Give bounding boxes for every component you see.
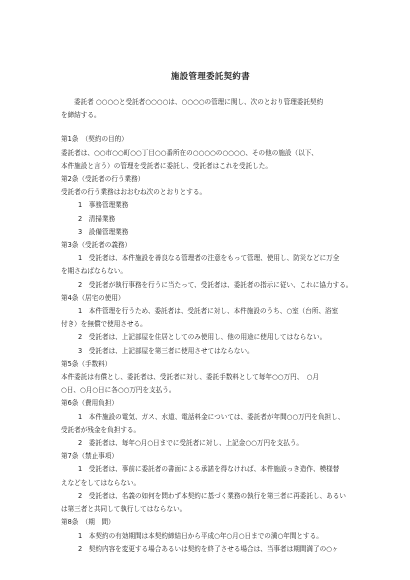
body-line: 付き）を無償で使用させる。 (61, 320, 147, 329)
body-line: 2 受託者は、名義の如何を問わず本契約に基づく業務の執行を第三者に再委託し、あるい (78, 491, 346, 500)
body-line: 2 契約内容を変更する場合あるいは契約を終了させる場合は、当事者は期間満了の○ヶ (78, 544, 339, 553)
article-heading: 第6条（費用負担） (61, 399, 118, 408)
body-line: 1 受託者は、事前に委託者の書面による承諾を得なければ、本件施設っき造作、模様替 (78, 465, 340, 474)
body-line: ○日、○月○日に各○○万円を支払う。 (61, 386, 176, 395)
body-line: 1 本件施設の電気、ガス、水道、電話料金については、委託者が年間○○万円を負担し、 (78, 412, 345, 421)
body-line: 2 受託者が執行事務を行うに当たって、受託者は、委託者の指示に従い、これに協力する。 (78, 280, 353, 289)
body-line: 本件施設と言う）の管理を受託者に委託し、受託者はこれを受託した。 (61, 161, 272, 170)
article-heading: 第5条（手数料） (61, 359, 112, 368)
preamble-line-1: 委託者 ○○○○と受託者○○○○は、○○○○の管理に関し、次のとおり管理委託契約 (74, 98, 324, 106)
section-gap (61, 122, 360, 133)
article-heading: 第1条 （契約の目的） (61, 135, 128, 144)
preamble-line-2: を締結する。 (61, 111, 101, 120)
body-line: 受託者が残金を負担する。 (61, 425, 141, 434)
body-line: 2 清掃業務 (78, 214, 116, 223)
article-heading: 第7条（禁止事項） (61, 452, 118, 461)
contract-body (61, 133, 360, 556)
article-heading: 第3条（受託者の義務） (61, 241, 132, 250)
article-heading: 第2条（受託者の行う業務） (61, 175, 145, 184)
article-heading: 第8条 （期 間） (61, 518, 115, 527)
body-line: は第三者と共同して執行してはならない。 (61, 505, 187, 514)
body-line: 1 本契約の有効期間は本契約締結日から平成○年○月○日までの満○年間とする。 (78, 531, 323, 540)
body-line: を期さねばならない。 (61, 267, 127, 276)
body-line: 1 本件管理を行うため、委託者は、受託者に対し、本件施設のうち、○室（台所、浴室 (78, 307, 339, 316)
body-line: 2 受託者は、上記部屋を住居としてのみ使用し、他の用途に使用してはならない。 (78, 333, 327, 342)
article-heading: 第4条（居宅の使用） (61, 293, 125, 302)
body-line: 本件委託は有償とし、委託者は、受託者に対し、委託手数料として毎年○○万円、 ○月 (61, 373, 319, 382)
body-line: 2 委託者は、毎年○月○日までに受託者に対し、上記金○○万円を支払う。 (78, 439, 304, 448)
body-line: 1 受託者は、本件施設を善良なる管理者の注意をもって管理、使用し、防災などに万全 (78, 254, 340, 263)
document-title: 施設管理委託契約書 (171, 71, 250, 81)
body-line: えなどをしてはならない。 (61, 478, 141, 487)
body-line: 3 受託者は、上記部屋を第三者に使用させてはならない。 (78, 346, 254, 355)
body-line: 受託者の行う業務はおおむね次のとおりとする。 (61, 188, 207, 197)
body-line: 1 事務管理業務 (78, 201, 129, 210)
body-line: 委託者は、○○市○○町○○丁目○○番所在の○○○○の○○○○、その他の施設（以下、 (61, 148, 318, 157)
body-line: 3 設備管理業務 (78, 227, 129, 236)
